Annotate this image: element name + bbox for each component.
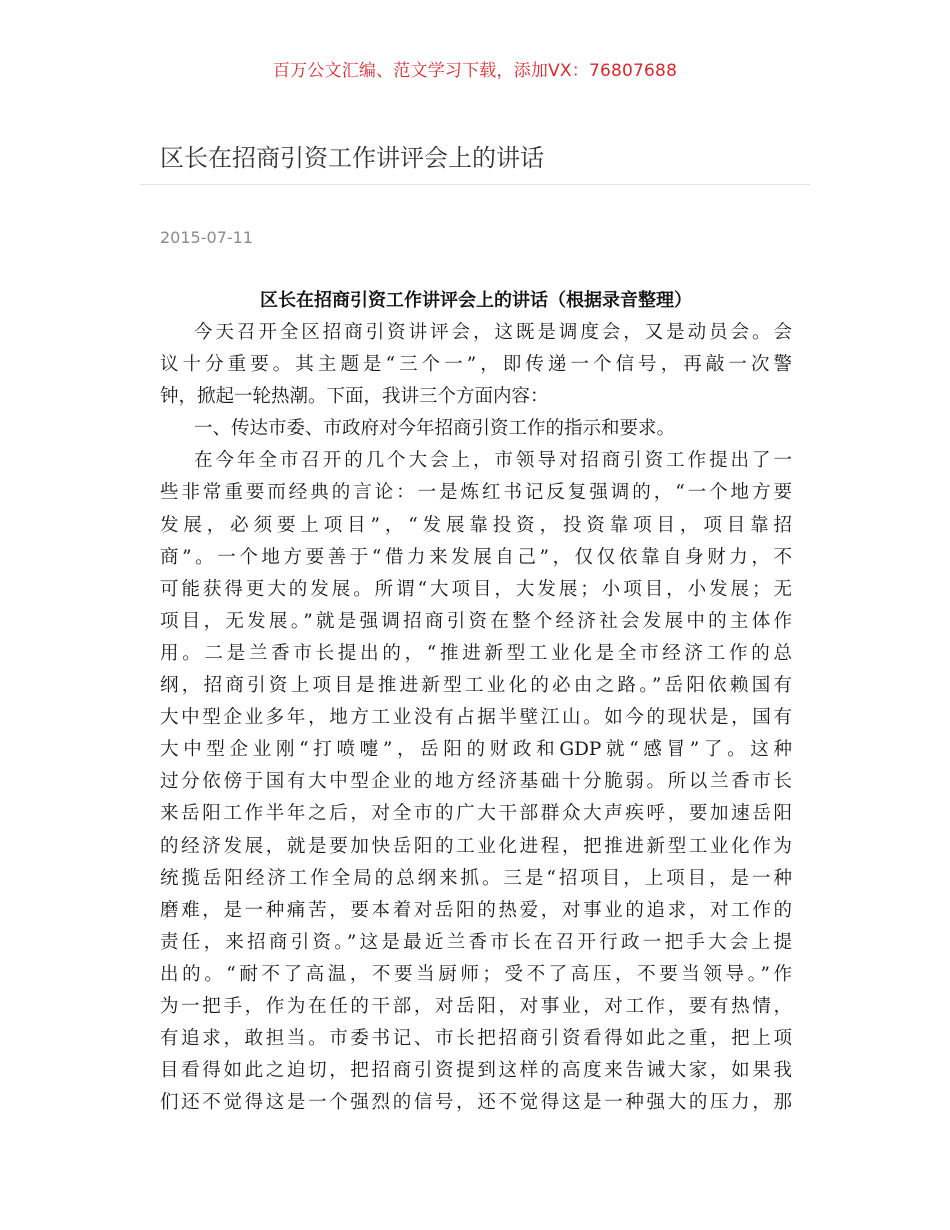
- article-body: [160, 285, 792, 1119]
- article-line: 发展，必须要上项目”，“发展靠投资，投资靠项目，项目靠招: [160, 514, 792, 536]
- article-line: 项目，无发展。”就是强调招商引资在整个经济社会发展中的主体作: [160, 610, 792, 632]
- page-title: 区长在招商引资工作讲评会上的讲话: [160, 144, 544, 172]
- article-line: 的经济发展，就是要加快岳阳的工业化进程，把推进新型工业化作为: [160, 835, 792, 857]
- article-line: 出的。“耐不了高温，不要当厨师；受不了高压，不要当领导。”作: [160, 963, 792, 985]
- article-line: 今天召开全区招商引资讲评会，这既是调度会，又是动员会。会: [194, 322, 792, 343]
- title-divider: [140, 184, 810, 185]
- article-line: 统揽岳阳经济工作全局的总纲来抓。三是“招项目，上项目，是一种: [160, 867, 792, 889]
- article-line: 磨难，是一种痛苦，要本着对岳阳的热爱，对事业的追求，对工作的: [160, 899, 792, 921]
- article-line: 为一把手，作为在任的干部，对岳阳，对事业，对工作，要有热情，: [160, 995, 792, 1017]
- article-line: 大中型企业多年，地方工业没有占据半壁江山。如今的现状是，国有: [160, 707, 792, 729]
- article-heading: 区长在招商引资工作讲评会上的讲话（根据录音整理）: [260, 290, 692, 311]
- article-line: 可能获得更大的发展。所谓“大项目，大发展；小项目，小发展；无: [160, 578, 792, 600]
- article-line: 一、传达市委、市政府对今年招商引资工作的指示和要求。: [194, 418, 676, 440]
- article-line: 大中型企业刚“打喷嚏”，岳阳的财政和GDP就“感冒”了。这种: [160, 739, 792, 761]
- article-line: 些非常重要而经典的言论：一是炼红书记反复强调的，“一个地方要: [160, 482, 792, 504]
- article-line: 用。二是兰香市长提出的，“推进新型工业化是全市经济工作的总: [160, 642, 792, 664]
- article-line: 议十分重要。其主题是“三个一”，即传递一个信号，再敲一次警: [160, 354, 792, 376]
- article-line: 有追求，敢担当。市委书记、市长把招商引资看得如此之重，把上项: [160, 1028, 792, 1050]
- publish-date: 2015-07-11: [160, 228, 253, 247]
- download-banner: 百万公文汇编、范文学习下载，添加VX：76807688: [272, 61, 678, 81]
- article-line: 们还不觉得这是一个强烈的信号，还不觉得这是一种强大的压力，那: [160, 1092, 792, 1114]
- article-line: 商”。一个地方要善于“借力来发展自己”，仅仅依靠自身财力，不: [160, 546, 792, 568]
- article-line: 来岳阳工作半年之后，对全市的广大干部群众大声疾呼，要加速岳阳: [160, 803, 792, 825]
- article-line: 目看得如此之迫切，把招商引资提到这样的高度来告诫大家，如果我: [160, 1060, 792, 1082]
- article-line: 在今年全市召开的几个大会上，市领导对招商引资工作提出了一: [194, 450, 792, 472]
- article-line: 过分依傍于国有大中型企业的地方经济基础十分脆弱。所以兰香市长: [160, 771, 792, 793]
- article-line: 纲，招商引资上项目是推进新型工业化的必由之路。”岳阳依赖国有: [160, 675, 792, 697]
- article-line: 钟，掀起一轮热潮。下面，我讲三个方面内容：: [160, 386, 549, 408]
- article-line: 责任，来招商引资。”这是最近兰香市长在召开行政一把手大会上提: [160, 931, 792, 953]
